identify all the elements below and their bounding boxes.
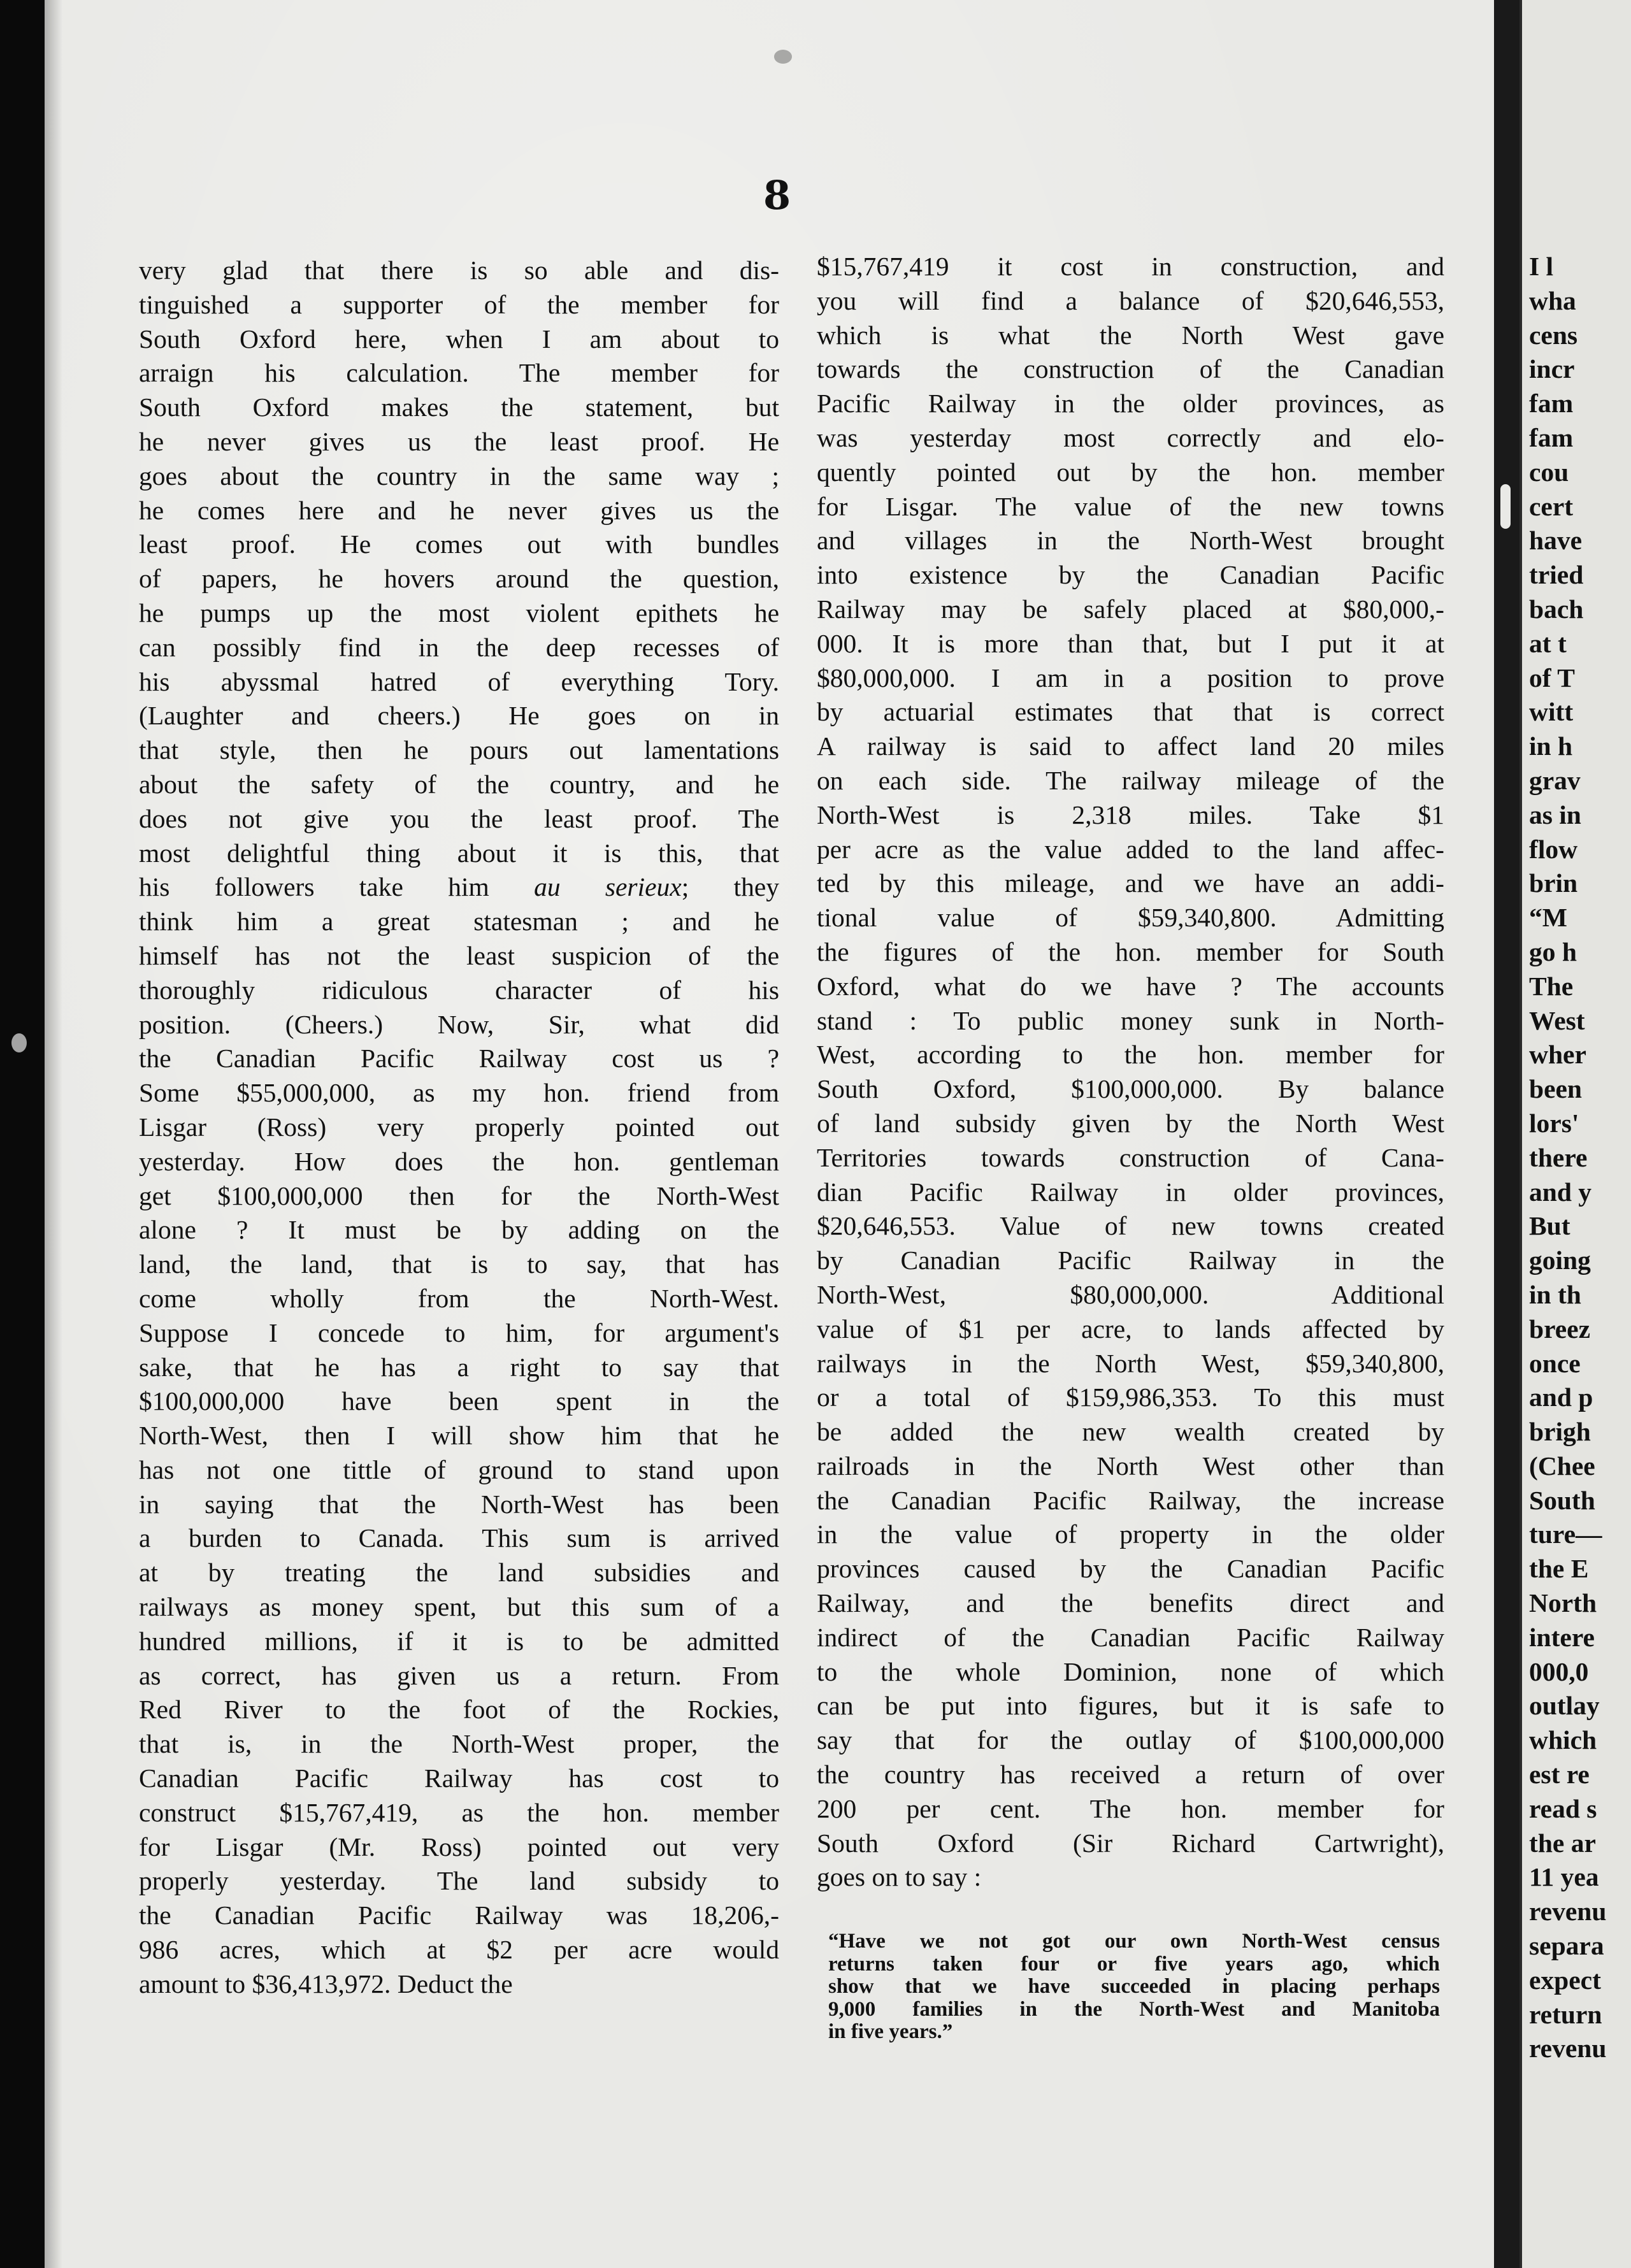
fragment-line: cou (1529, 457, 1569, 487)
text-line: railways as money spent, but this sum of a (139, 1592, 779, 1622)
fragment-line: outlay (1529, 1691, 1600, 1721)
text-line: ted by this mileage, and we have an addi- (817, 868, 1444, 898)
fragment-line: as in (1529, 800, 1581, 829)
text-line: quently pointed out by the hon. member (817, 457, 1444, 487)
text-line: think him a great statesman ; and he (139, 907, 779, 937)
text-line: South Oxford, $100,000,000. By balance (817, 1074, 1444, 1104)
page-number: 8 (763, 172, 791, 219)
text-line: a burden to Canada. This sum is arrived (139, 1523, 779, 1553)
fragment-line: intere (1529, 1622, 1595, 1652)
text-line: Pacific Railway in the older provinces, as (817, 389, 1444, 419)
fragment-line: in th (1529, 1279, 1581, 1309)
block-quote (828, 1930, 1440, 2044)
text-line: and villages in the North-West brought (817, 526, 1444, 556)
text-line: West, according to the hon. member for (817, 1040, 1444, 1070)
text-line: can possibly find in the deep recesses of (139, 632, 779, 662)
page-gutter (1494, 0, 1520, 2268)
text-line: 986 acres, which at $2 per acre would (139, 1935, 779, 1965)
fragment-line: flow (1529, 834, 1578, 864)
text-line: $20,646,553. Value of new towns created (817, 1211, 1444, 1241)
text-line: stand : To public money sunk in North- (817, 1005, 1444, 1035)
text-line: towards the construction of the Canadian (817, 354, 1444, 384)
adjacent-page-text-fragments (1529, 250, 1631, 2066)
fragment-line: expect (1529, 1965, 1601, 1995)
text-line: dian Pacific Railway in older provinces, (817, 1177, 1444, 1207)
fragment-line: once (1529, 1348, 1581, 1378)
quote-line: returns taken four or five years ago, which (828, 1952, 1440, 1976)
fragment-line: But (1529, 1211, 1570, 1241)
fragment-line: revenu (1529, 1897, 1607, 1927)
text-line: to the whole Dominion, none of which (817, 1656, 1444, 1686)
fragment-line: grav (1529, 765, 1581, 795)
quote-line: 9,000 families in the North-West and Manitoba (828, 1997, 1440, 2021)
text-line: into existence by the Canadian Pacific (817, 560, 1444, 590)
text-line: very glad that there is so able and dis- (139, 255, 779, 285)
text-line: Railway, and the benefits direct and (817, 1588, 1444, 1618)
text-line: sake, that he has a right to say that (139, 1352, 779, 1382)
fragment-line: the ar (1529, 1828, 1596, 1858)
text-line: (Laughter and cheers.) He goes on in (139, 701, 779, 731)
text-line: be added the new wealth created by (817, 1417, 1444, 1447)
text-line: value of $1 per acre, to lands affected by (817, 1314, 1444, 1344)
text-line: North-West, $80,000,000. Additional (817, 1279, 1444, 1309)
fragment-line: of T (1529, 663, 1575, 693)
fragment-line: have (1529, 526, 1582, 556)
fragment-line: and y (1529, 1177, 1592, 1207)
text-line: about the safety of the country, and he (139, 769, 779, 799)
fragment-line: in h (1529, 731, 1573, 761)
binding-mark (1500, 484, 1511, 529)
fragment-line: revenu (1529, 2034, 1607, 2063)
text-line: can be put into figures, but it is safe to (817, 1691, 1444, 1721)
text-line: was yesterday most correctly and elo- (817, 422, 1444, 452)
text-line: arraign his calculation. The member for (139, 358, 779, 388)
fragment-line: wher (1529, 1040, 1586, 1070)
middle-text-column (817, 250, 1444, 1895)
text-line: Oxford, what do we have ? The accounts (817, 971, 1444, 1001)
text-line: most delightful thing about it is this, that (139, 838, 779, 868)
fragment-line: lors' (1529, 1108, 1579, 1138)
text-line: as correct, has given us a return. From (139, 1660, 779, 1690)
fragment-line: cens (1529, 320, 1578, 350)
text-line: yesterday. How does the hon. gentleman (139, 1146, 779, 1176)
text-line: properly yesterday. The land subsidy to (139, 1866, 779, 1896)
text-line: railroads in the North West other than (817, 1451, 1444, 1481)
text-line: has not one tittle of ground to stand upon (139, 1454, 779, 1484)
text-line: the Canadian Pacific Railway, the increase (817, 1485, 1444, 1515)
text-line: get $100,000,000 then for the North-West (139, 1181, 779, 1210)
fragment-line: bach (1529, 594, 1584, 624)
fragment-line: going (1529, 1245, 1591, 1275)
text-line: $15,767,419 it cost in construction, and (817, 252, 1444, 281)
fragment-line: which (1529, 1725, 1597, 1755)
text-line: land, the land, that is to say, that has (139, 1249, 779, 1279)
fragment-line: fam (1529, 389, 1574, 419)
fragment-line: read s (1529, 1793, 1597, 1823)
text-line: of papers, he hovers around the question, (139, 564, 779, 594)
text-line: say that for the outlay of $100,000,000 (817, 1725, 1444, 1755)
fragment-line: (Chee (1529, 1451, 1595, 1481)
text-line: that style, then he pours out lamentations (139, 735, 779, 765)
text-line: of land subsidy given by the North West (817, 1108, 1444, 1138)
text-line: tinguished a supporter of the member for (139, 289, 779, 319)
text-line: South Oxford (Sir Richard Cartwright), (817, 1828, 1444, 1858)
fragment-line: 000,0 (1529, 1656, 1589, 1686)
text-line: $100,000,000 have been spent in the (139, 1386, 779, 1416)
fragment-line: wha (1529, 285, 1576, 315)
text-line: tional value of $59,340,800. Admitting (817, 903, 1444, 933)
text-line: he pumps up the most violent epithets he (139, 598, 779, 628)
left-text-column (139, 254, 779, 2002)
fragment-line: “M (1529, 903, 1567, 933)
text-line: South Oxford here, when I am about to (139, 324, 779, 354)
page-edge-shadow (45, 0, 62, 2268)
fragment-line: go h (1529, 937, 1577, 966)
fragment-line: return (1529, 1999, 1602, 2029)
text-line: Lisgar (Ross) very properly pointed out (139, 1112, 779, 1142)
text-line: North-West, then I will show him that he (139, 1421, 779, 1451)
text-line: amount to $36,413,972. Deduct the (139, 1969, 513, 1999)
fragment-line: brigh (1529, 1417, 1591, 1447)
text-line: that is, in the North-West proper, the (139, 1729, 779, 1759)
text-line: provinces caused by the Canadian Pacific (817, 1554, 1444, 1584)
text-line: goes on to say : (817, 1862, 982, 1892)
text-line: South Oxford makes the statement, but (139, 392, 779, 422)
italic-phrase: au serieux (534, 872, 682, 902)
text-line: indirect of the Canadian Pacific Railway (817, 1622, 1444, 1652)
text-line: alone ? It must be by adding on the (139, 1215, 779, 1245)
text-line: the Canadian Pacific Railway was 18,206,- (139, 1900, 779, 1930)
fragment-line: the E (1529, 1554, 1589, 1584)
text-line: Railway may be safely placed at $80,000,- (817, 594, 1444, 624)
text-line: thoroughly ridiculous character of his (139, 975, 779, 1005)
text-line: North-West is 2,318 miles. Take $1 (817, 800, 1444, 829)
text-line: at by treating the land subsidies and (139, 1558, 779, 1588)
text-line: or a total of $159,986,353. To this must (817, 1382, 1444, 1412)
text-line: which is what the North West gave (817, 320, 1444, 350)
text-line: himself has not the least suspicion of the (139, 940, 779, 970)
adjacent-page-edge (1520, 0, 1522, 2268)
fragment-line: est re (1529, 1760, 1590, 1790)
text-line: least proof. He comes out with bundles (139, 529, 779, 559)
fragment-line: separa (1529, 1931, 1604, 1961)
text-line: the figures of the hon. member for South (817, 937, 1444, 966)
text-line: in the value of property in the older (817, 1519, 1444, 1549)
text-line: by Canadian Pacific Railway in the (817, 1245, 1444, 1275)
text-line: Canadian Pacific Railway has cost to (139, 1763, 779, 1793)
ink-smudge (774, 50, 792, 64)
fragment-line: The (1529, 971, 1574, 1001)
fragment-line: and p (1529, 1382, 1593, 1412)
text-line: construct $15,767,419, as the hon. member (139, 1797, 779, 1827)
fragment-line: fam (1529, 422, 1574, 452)
text-line: you will find a balance of $20,646,553, (817, 285, 1444, 315)
text-line: per acre as the value added to the land affec- (817, 834, 1444, 864)
text-line: on each side. The railway mileage of the (817, 765, 1444, 795)
text-line: by actuarial estimates that that is correct (817, 697, 1444, 727)
text-line: Some $55,000,000, as my hon. friend from (139, 1078, 779, 1108)
text-line: his followers take him au serieux; they (139, 872, 780, 902)
text-line: 000. It is more than that, but I put it at (817, 628, 1444, 658)
quote-line: in five years.” (828, 2020, 953, 2043)
text-line: the Canadian Pacific Railway cost us ? (139, 1044, 779, 1073)
quote-line: show that we have succeeded in placing perhaps (828, 1975, 1440, 1998)
text-line: for Lisgar (Mr. Ross) pointed out very (139, 1832, 779, 1862)
text-line: railways in the North West, $59,340,800, (817, 1348, 1444, 1378)
text-line: Red River to the foot of the Rockies, (139, 1695, 779, 1725)
fragment-line: 11 yea (1529, 1862, 1599, 1892)
fragment-line: cert (1529, 491, 1574, 521)
fragment-line: South (1529, 1485, 1595, 1515)
text-line: he comes here and he never gives us the (139, 495, 779, 525)
text-line: $80,000,000. I am in a position to prove (817, 663, 1444, 693)
fragment-line: brin (1529, 868, 1578, 898)
fragment-line: I l (1529, 252, 1554, 281)
text-line: he never gives us the least proof. He (139, 426, 779, 456)
text-line: position. (Cheers.) Now, Sir, what did (139, 1009, 779, 1039)
fragment-line: West (1529, 1005, 1585, 1035)
text-line: Suppose I concede to him, for argument's (139, 1317, 779, 1347)
fragment-line: been (1529, 1074, 1582, 1104)
fragment-line: incr (1529, 354, 1575, 384)
text-line: for Lisgar. The value of the new towns (817, 491, 1444, 521)
quote-line: “Have we not got our own North-West census (828, 1930, 1440, 1953)
fragment-line: at t (1529, 628, 1567, 658)
text-line: A railway is said to affect land 20 miles (817, 731, 1444, 761)
text-line: 200 per cent. The hon. member for (817, 1793, 1444, 1823)
text-line: goes about the country in the same way ; (139, 461, 779, 491)
text-line: his abyssmal hatred of everything Tory. (139, 666, 779, 696)
fragment-line: North (1529, 1588, 1597, 1618)
text-line: the country has received a return of over (817, 1760, 1444, 1790)
fragment-line: ture— (1529, 1519, 1602, 1549)
text-line: Territories towards construction of Cana- (817, 1142, 1444, 1172)
fragment-line: tried (1529, 560, 1584, 590)
text-line: hundred millions, if it is to be admitted (139, 1626, 779, 1656)
text-line: does not give you the least proof. The (139, 803, 779, 833)
text-line: come wholly from the North-West. (139, 1283, 779, 1313)
fragment-line: witt (1529, 697, 1574, 727)
text-line: in saying that the North-West has been (139, 1489, 779, 1519)
fragment-line: breez (1529, 1314, 1591, 1344)
fragment-line: there (1529, 1142, 1588, 1172)
ink-smudge (11, 1033, 27, 1052)
